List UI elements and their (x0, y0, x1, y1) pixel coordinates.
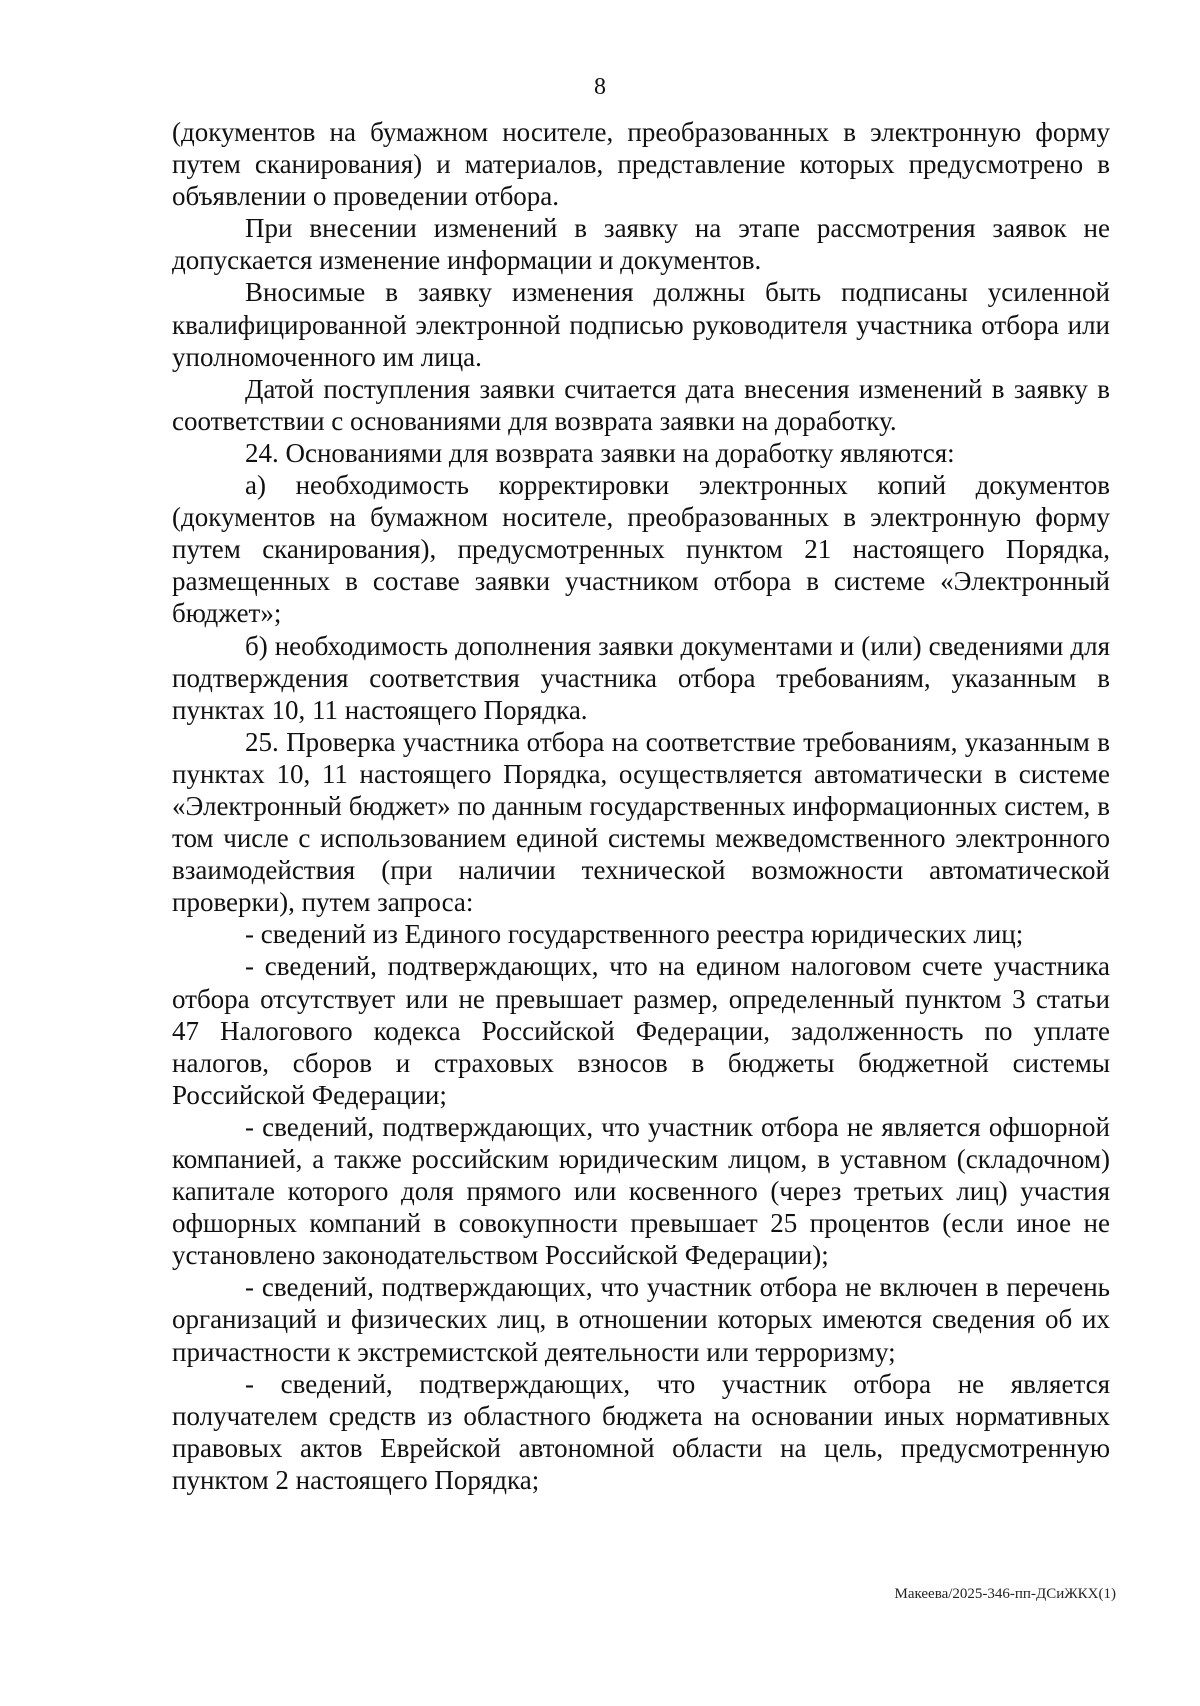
list-item-extremism: - сведений, подтверждающих, что участник отбора не включен в перечень организаций и физических лиц, в отношении которых имеются сведения об их причастности к экстремистской деятельности или терроризму; (172, 1272, 1110, 1367)
paragraph-continuation: (документов на бумажном носителе, преобразованных в электронную форму путем сканирования) и материалов, представление которых предусмотрено в объявлении о проведении отбора. (172, 117, 1110, 212)
paragraph-receipt-date: Датой поступления заявки считается дата внесения изменений в заявку в соответствии с основаниями для возврата заявки на доработку. (172, 373, 1110, 436)
footer-document-code: Макеева/2025-346-пп-ДСиЖКХ(1) (894, 1586, 1116, 1602)
paragraph-clause-24-b: б) необходимость дополнения заявки документами и (или) сведениями для подтверждения соответствия участника отбора требованиям, указанным в пунктах 10, 11 настоящего Порядка. (172, 630, 1110, 725)
list-item-egrul: - сведений из Единого государственного реестра юридических лиц; (245, 919, 1024, 950)
document-body (172, 116, 1110, 1496)
page-number: 8 (594, 74, 606, 100)
list-item-other-funds: - сведений, подтверждающих, что участник отбора не является получателем средств из областного бюджета на основании иных нормативных правовых актов Еврейской автономной области на цель, предусмотренную пунктом 2 настоящего Порядка; (172, 1368, 1110, 1495)
paragraph-clause-25: 25. Проверка участника отбора на соответствие требованиям, указанным в пунктах 10, 11 настоящего Порядка, осуществляется автоматически в системе «Электронный бюджет» по данным государственных информационных систем, в том числе с использованием единой системы межведомственного электронного взаимодействия (при наличии технической возможности автоматической проверки), путем запроса: (172, 726, 1110, 918)
paragraph-changes-restriction: При внесении изменений в заявку на этапе рассмотрения заявок не допускается изменение информации и документов. (172, 213, 1110, 276)
list-item-offshore: - сведений, подтверждающих, что участник отбора не является офшорной компанией, а также российским юридическим лицом, в уставном (складочном) капитале которого доля прямого или косвенного (через третьих лиц) участия офшорных компаний в совокупности превышает 25 процентов (если иное не установлено законодательством Российской Федерации); (172, 1111, 1110, 1271)
paragraph-clause-24: 24. Основаниями для возврата заявки на доработку являются: (245, 437, 955, 468)
paragraph-clause-24-a: а) необходимость корректировки электронных копий документов (документов на бумажном носителе, преобразованных в электронную форму путем сканирования), предусмотренных пунктом 21 настоящего Порядка, размещенных в составе заявки участником отбора в системе «Электронный бюджет»; (172, 470, 1110, 629)
paragraph-signature-requirement: Вносимые в заявку изменения должны быть подписаны усиленной квалифицированной электронной подписью руководителя участника отбора или уполномоченного им лица. (172, 277, 1110, 372)
list-item-tax-debt: - сведений, подтверждающих, что на едином налоговом счете участника отбора отсутствует или не превышает размер, определенный пунктом 3 статьи 47 Налогового кодекса Российской Федерации, задолженность по уплате налогов, сборов и страховых взносов в бюджеты бюджетной системы Российской Федерации; (172, 951, 1110, 1110)
